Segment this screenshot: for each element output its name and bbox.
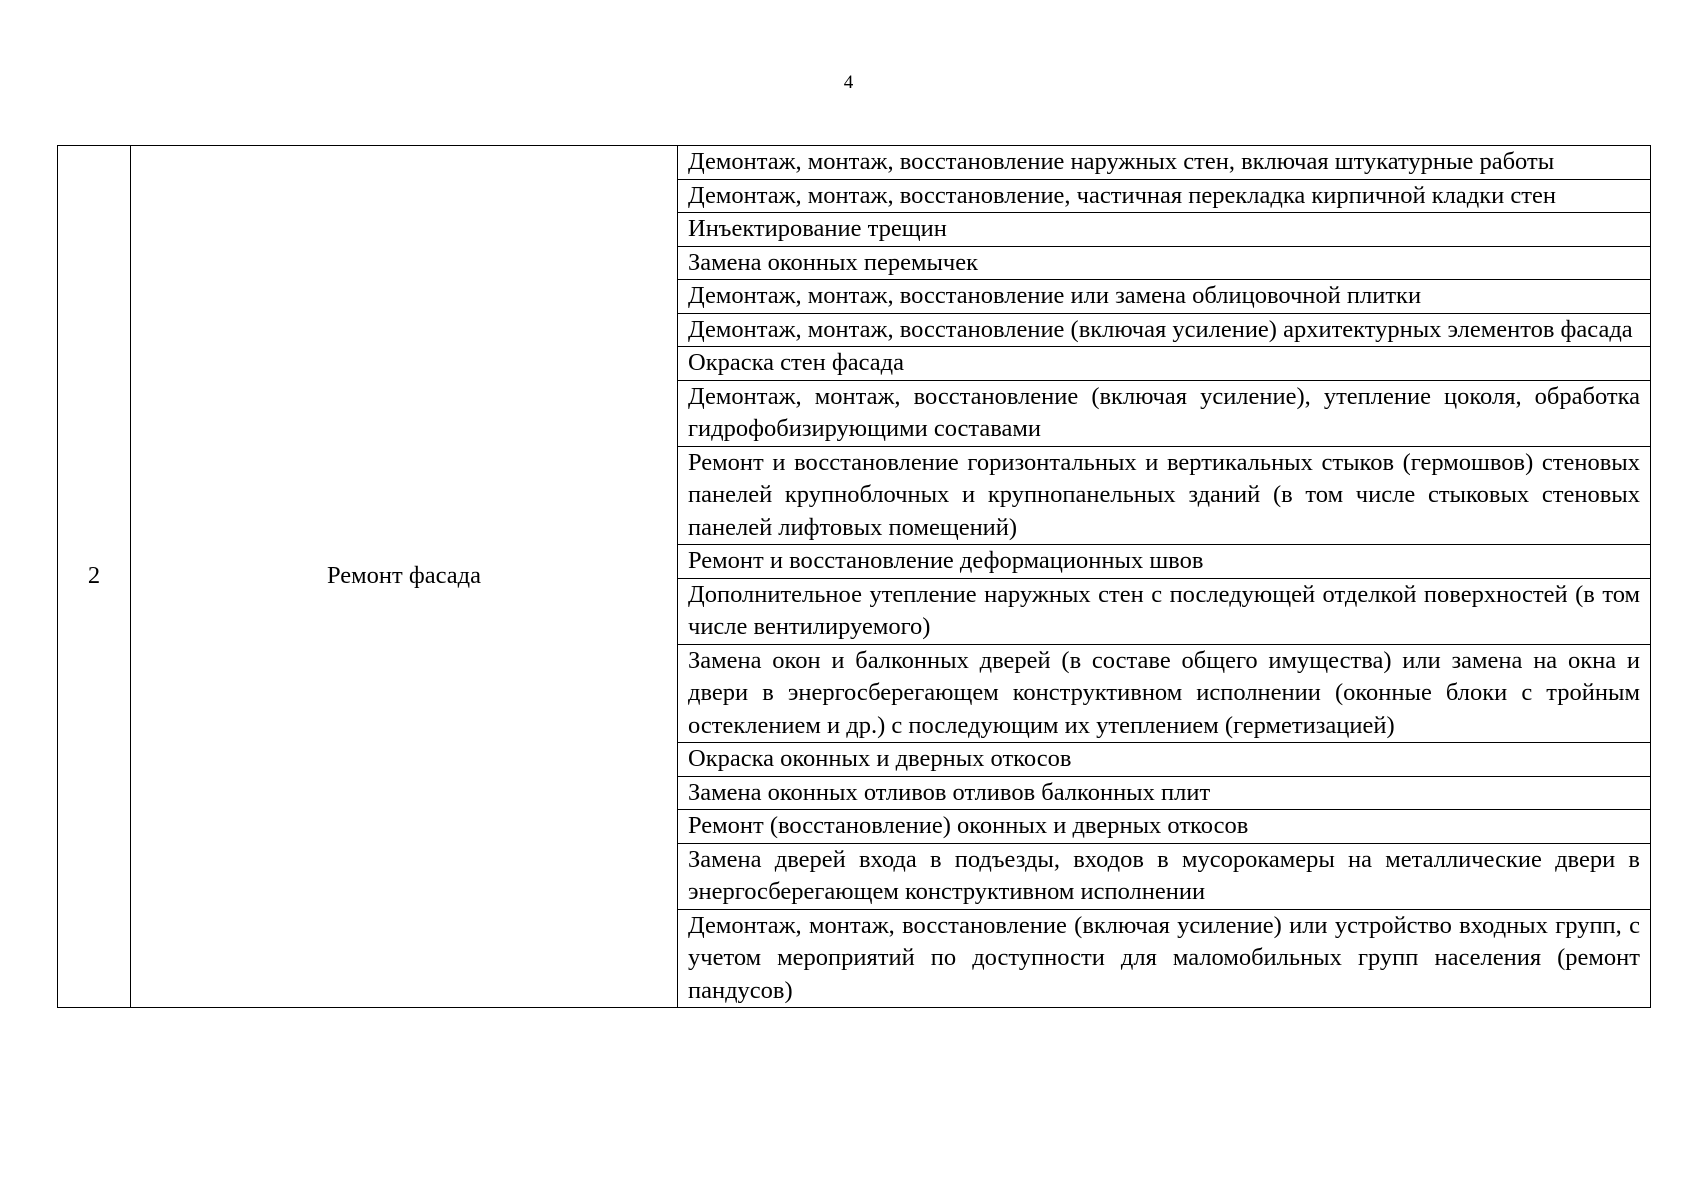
work-item-cell: Окраска оконных и дверных откосов: [678, 743, 1651, 777]
work-item-cell: Демонтаж, монтаж, восстановление или замена облицовочной плитки: [678, 280, 1651, 314]
work-item-cell: Инъектирование трещин: [678, 213, 1651, 247]
work-item-cell: Замена дверей входа в подъезды, входов в мусорокамеры на металлические двери в энергосберегающем конструктивном исполнении: [678, 843, 1651, 909]
work-item-cell: Окраска стен фасада: [678, 347, 1651, 381]
work-item-cell: Демонтаж, монтаж, восстановление (включая усиление) или устройство входных групп, с учетом мероприятий по доступности для маломобильных групп населения (ремонт пандусов): [678, 909, 1651, 1008]
work-item-cell: Демонтаж, монтаж, восстановление (включая усиление), утепление цоколя, обработка гидрофобизирующими составами: [678, 380, 1651, 446]
row-name-cell: Ремонт фасада: [131, 146, 678, 1008]
works-table: [57, 145, 1651, 1008]
work-item-cell: Замена оконных перемычек: [678, 246, 1651, 280]
works-table-body: [58, 146, 1651, 1008]
work-item-cell: Ремонт и восстановление горизонтальных и вертикальных стыков (гермошвов) стеновых панелей крупноблочных и крупнопанельных зданий (в том числе стыковых стеновых панелей лифтовых помещений): [678, 446, 1651, 545]
work-item-cell: Демонтаж, монтаж, восстановление, частичная перекладка кирпичной кладки стен: [678, 179, 1651, 213]
table-row: [58, 146, 1651, 180]
page-number: 4: [843, 72, 854, 93]
work-item-cell: Демонтаж, монтаж, восстановление (включая усиление) архитектурных элементов фасада: [678, 313, 1651, 347]
work-item-cell: Дополнительное утепление наружных стен с последующей отделкой поверхностей (в том числе вентилируемого): [678, 578, 1651, 644]
work-item-cell: Замена окон и балконных дверей (в составе общего имущества) или замена на окна и двери в энергосберегающем конструктивном исполнении (оконные блоки с тройным остеклением и др.) с последующим их утеплением (герметизацией): [678, 644, 1651, 743]
work-item-cell: Ремонт (восстановление) оконных и дверных откосов: [678, 810, 1651, 844]
row-number-cell: 2: [58, 146, 131, 1008]
work-item-cell: Демонтаж, монтаж, восстановление наружных стен, включая штукатурные работы: [678, 146, 1651, 180]
work-item-cell: Ремонт и восстановление деформационных швов: [678, 545, 1651, 579]
work-item-cell: Замена оконных отливов отливов балконных плит: [678, 776, 1651, 810]
